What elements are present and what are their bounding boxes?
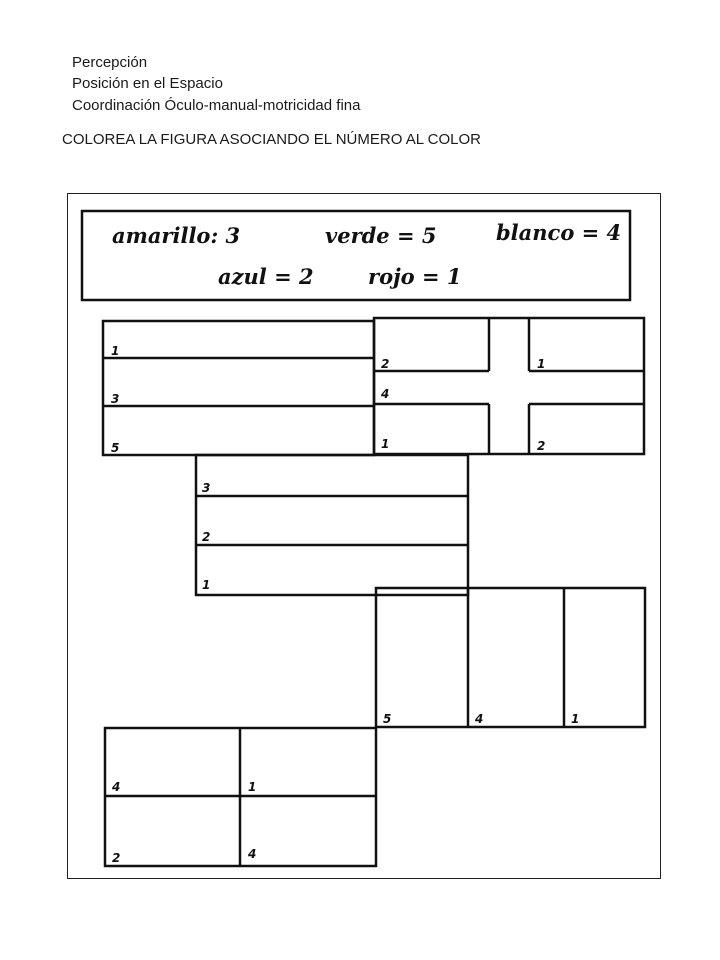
region-number: 1 [111,344,120,358]
region-number: 1 [571,712,580,726]
subject-line-space-position: Posición en el Espacio [72,75,223,92]
region-number: 3 [111,392,120,406]
legend-blanco: blanco = 4 [496,220,622,245]
region-number: 2 [202,530,211,544]
region-number: 2 [537,439,546,453]
region-number: 2 [112,851,121,865]
region-number: 1 [202,578,211,592]
cross-flag-block [374,318,644,454]
middle-stripe-block [196,455,468,595]
region-number: 5 [383,712,392,726]
legend-azul: azul = 2 [218,264,314,289]
left-stripe-block [103,321,374,455]
region-number: 1 [248,780,257,794]
legend-verde: verde = 5 [325,223,437,248]
region-number: 4 [475,712,484,726]
region-number: 1 [537,357,546,371]
region-number: 3 [202,481,211,495]
legend-rojo: rojo = 1 [368,264,462,289]
region-number: 4 [248,847,257,861]
region-number: 1 [381,437,390,451]
vertical-stripe-block [376,588,645,727]
region-number: 5 [111,441,120,455]
region-number: 2 [381,357,390,371]
region-number: 4 [112,780,121,794]
region-number: 4 [381,387,390,401]
instruction-text: COLOREA LA FIGURA ASOCIANDO EL NÚMERO AL COLOR [62,131,482,148]
subject-line-coordination: Coordinación Óculo-manual-motricidad fina [72,97,361,114]
subject-line-perception: Percepción [72,54,148,71]
legend-amarillo: amarillo: 3 [112,223,241,248]
